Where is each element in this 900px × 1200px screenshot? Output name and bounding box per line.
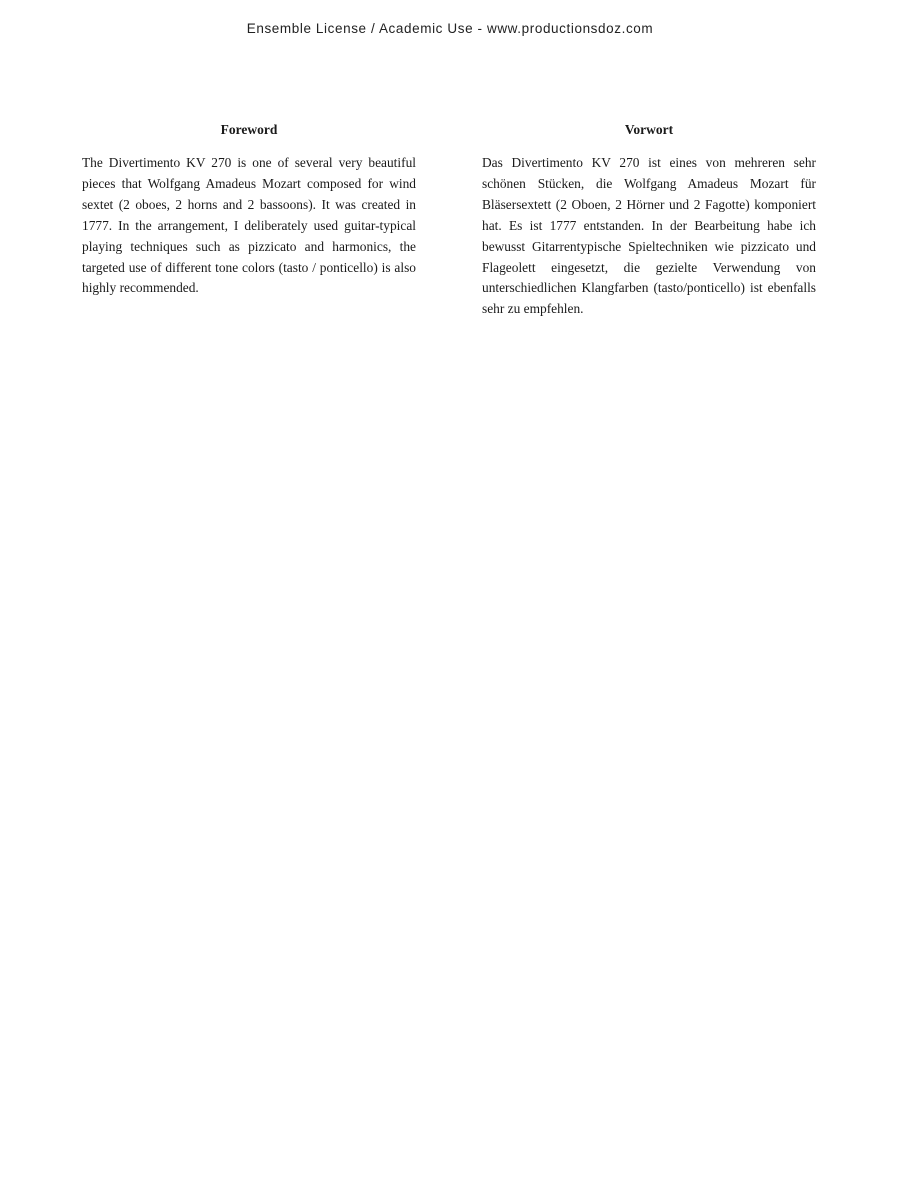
vorwort-body: Das Divertimento KV 270 ist eines von mehreren sehr schönen Stücken, die Wolfgang Amadeus Mozart für Bläsersextett (2 Oboen, 2 Hörner und 2 Fagotte) komponiert hat. Es ist 1777 entstanden. In der Bearbeitung habe ich bewusst Gitarrentypische Spieltechniken wie pizzicato und Flageolett eingesetzt, die gezielte Verwendung von unterschiedlichen Klangfarben (tasto/ponticello) ist ebenfalls sehr zu empfehlen. [482,155,816,317]
foreword-section [82,121,416,299]
license-header: Ensemble License / Academic Use - www.productionsdoz.com [246,21,654,36]
vorwort-title: Vorwort [624,122,674,137]
vorwort-section [482,121,816,320]
foreword-body: The Divertimento KV 270 is one of several very beautiful pieces that Wolfgang Amadeus Mozart composed for wind sextet (2 oboes, 2 horns and 2 bassoons). It was created in 1777. In the arrangement, I deliberately used guitar-typical playing techniques such as pizzicato and harmonics, the targeted use of different tone colors (tasto / ponticello) is also highly recommended. [82,155,416,296]
foreword-title: Foreword [220,122,278,137]
